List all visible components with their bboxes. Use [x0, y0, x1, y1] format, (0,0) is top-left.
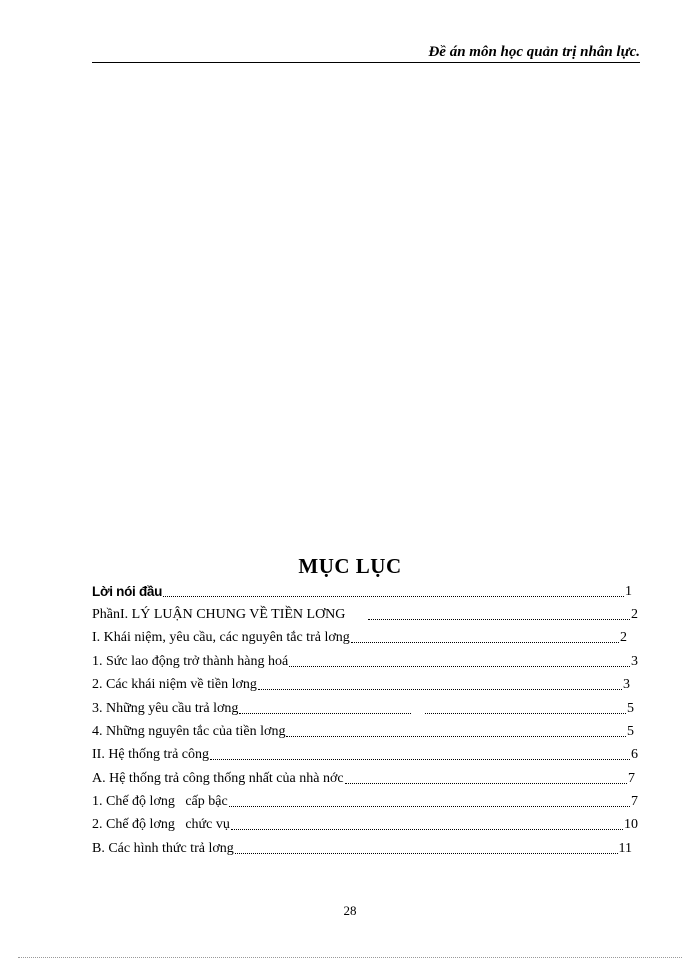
toc-entry-label: PhầnI. LÝ LUẬN CHUNG VỀ TIỀN LƠNG [92, 607, 346, 622]
header-title: Đề án môn học quản trị nhân lực. [428, 44, 640, 60]
page-number: 28 [343, 903, 357, 918]
toc-entry-label: 2. Các khái niệm về tiền lơng [92, 677, 257, 692]
toc-entry-page: 5 [627, 724, 634, 739]
dot-leader [239, 713, 411, 714]
toc-entry-1-1[interactable] [92, 650, 638, 670]
dot-leader [231, 829, 623, 830]
toc-entry-page: 2 [620, 630, 627, 645]
dot-leader [210, 759, 630, 760]
toc-entry-page: 11 [618, 841, 632, 856]
toc-entry-page: 10 [624, 817, 638, 832]
toc-entry-part-1[interactable] [92, 603, 638, 623]
dot-leader [235, 853, 618, 854]
dot-leader [289, 666, 630, 667]
toc-entry-label: I. Khái niệm, yêu cầu, các nguyên tắc trả lơng [92, 630, 350, 645]
toc-entry-page: 6 [631, 747, 638, 762]
toc-entry-page: 7 [628, 771, 635, 786]
dot-leader [425, 713, 626, 714]
toc-entry-label: 2. Chế độ lơng chức vụ [92, 817, 230, 832]
toc-entry-label: 3. Những yêu cầu trả lơng [92, 701, 239, 716]
toc-entry-label: B. Các hình thức trả lơng [92, 841, 234, 856]
toc-entry-preface[interactable] [92, 580, 632, 600]
toc-entry-label: Lời nói đầu [92, 584, 163, 599]
dot-leader [286, 736, 626, 737]
toc-entry-label: 4. Những nguyên tắc của tiền lơng [92, 724, 286, 739]
toc-entry-page: 5 [627, 701, 634, 716]
toc-entry-section-1[interactable] [92, 626, 627, 646]
toc-entry-1-2[interactable] [92, 673, 630, 693]
toc-entry-page: 3 [623, 677, 630, 692]
toc-entry-section-2[interactable] [92, 743, 638, 763]
toc-entry-page: 1 [625, 584, 632, 599]
toc-entry-page: 2 [631, 607, 638, 622]
dot-leader [163, 596, 624, 597]
dot-leader [258, 689, 622, 690]
dot-leader [345, 783, 627, 784]
toc-entry-2-a-1[interactable] [92, 790, 638, 810]
toc-entry-page: 3 [631, 654, 638, 669]
page-header [92, 40, 640, 63]
toc-entry-label: II. Hệ thống trả công [92, 747, 210, 762]
toc-entry-2-a[interactable] [92, 767, 635, 787]
toc-entry-label: 1. Chế độ lơng cấp bậc [92, 794, 228, 809]
toc-entry-label: 1. Sức lao động trở thành hàng hoá [92, 654, 289, 669]
toc-entry-2-a-2[interactable] [92, 813, 638, 833]
dot-leader [229, 806, 630, 807]
dot-leader [351, 642, 619, 643]
toc-entry-label: A. Hệ thống trả công thống nhất của nhà nớc [92, 771, 344, 786]
footer-divider [18, 957, 682, 958]
toc-entry-2-b[interactable] [92, 837, 632, 857]
toc-heading: MỤC LỤC [298, 554, 402, 578]
toc-entry-1-4[interactable] [92, 720, 634, 740]
toc-entry-1-3[interactable] [92, 697, 634, 717]
dot-leader [368, 619, 630, 620]
toc-entry-page: 7 [631, 794, 638, 809]
